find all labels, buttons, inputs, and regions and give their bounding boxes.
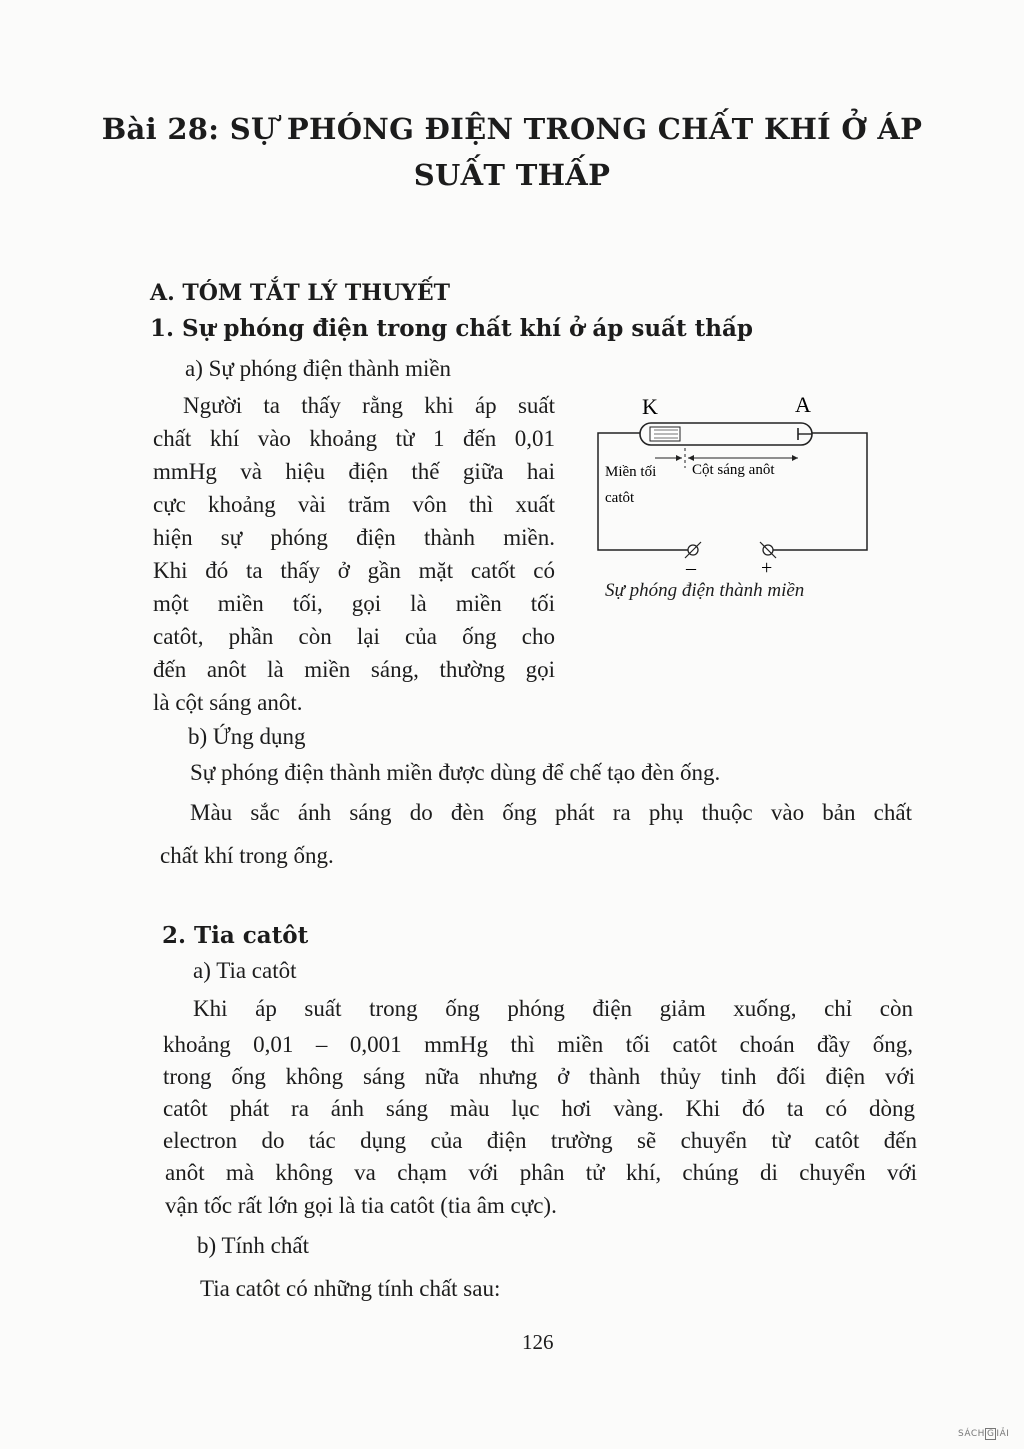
- para-line: electron do tác dụng của điện trường sẽ chuyển từ catôt đến: [163, 1128, 917, 1153]
- para-line: đến anôt là miền sáng, thường gọi: [153, 657, 555, 682]
- para-line: Khi đó ta thấy ở gần mặt catốt có: [153, 558, 555, 583]
- para-line: trong ống không sáng nữa nhưng ở thành thủy tinh đối điện với: [163, 1064, 915, 1089]
- para-line: chất khí vào khoảng từ 1 đến 0,01: [153, 426, 555, 451]
- para-line: là cột sáng anôt.: [153, 690, 303, 715]
- minus-sign: –: [686, 557, 696, 579]
- para-line: vận tốc rất lớn gọi là tia catôt (tia âm cực).: [165, 1193, 557, 1218]
- discharge-tube-figure: [580, 390, 900, 610]
- para-line: Màu sắc ánh sáng do đèn ống phát ra phụ thuộc vào bản chất: [190, 800, 912, 825]
- anode-label: A: [795, 392, 811, 417]
- subsection-1-item-a: a) Sự phóng điện thành miền: [185, 356, 452, 381]
- section-heading: A. TÓM TẮT LÝ THUYẾT: [150, 280, 451, 306]
- anode-glow-label: Cột sáng anôt: [692, 462, 775, 478]
- application-paragraph: Sự phóng điện thành miền được dùng để chế tạo đèn ống.: [190, 760, 721, 785]
- page-title-line-2: SUẤT THẤP: [413, 158, 611, 192]
- plus-sign: +: [761, 557, 773, 579]
- para-line: Người ta thấy rằng khi áp suất: [183, 393, 555, 418]
- para-line: cực khoảng vài trăm vôn thì xuất: [153, 492, 555, 517]
- page-title-line-1: Bài 28: SỰ PHÓNG ĐIỆN TRONG CHẤT KHÍ Ở ÁP: [101, 112, 923, 146]
- para-line: anôt mà không va chạm với phân tử khí, chúng di chuyển với: [165, 1160, 917, 1185]
- dark-space-label: Miền tối: [605, 464, 657, 480]
- page-number: 126: [522, 1330, 554, 1354]
- para-line: Khi áp suất trong ống phóng điện giảm xuống, chỉ còn: [193, 996, 913, 1021]
- subsection-2-item-a: a) Tia catôt: [193, 958, 297, 983]
- cathode-label: K: [642, 394, 658, 419]
- subsection-1-heading: 1. Sự phóng điện trong chất khí ở áp suất thấp: [150, 315, 753, 342]
- para-line: hiện sự phóng điện thành miền.: [153, 525, 555, 550]
- para-line: khoảng 0,01 – 0,001 mmHg thì miền tối catôt choán đầy ống,: [163, 1032, 913, 1057]
- subsection-2-item-b: b) Tính chất: [197, 1233, 309, 1258]
- circuit-wire-right: [773, 433, 867, 550]
- properties-intro: Tia catôt có những tính chất sau:: [200, 1276, 501, 1301]
- para-line: mmHg và hiệu điện thế giữa hai: [153, 459, 555, 484]
- subsection-2-heading: 2. Tia catôt: [162, 922, 309, 949]
- para-line: catôt, phần còn lại của ống cho: [153, 624, 555, 649]
- brand-logo: SÁCH G IẢI: [958, 1429, 1010, 1439]
- para-line: catôt phát ra ánh sáng màu lục hơi vàng. Khi đó ta có dòng: [163, 1096, 915, 1121]
- para-line: chất khí trong ống.: [160, 843, 334, 868]
- subsection-1-item-b: b) Ứng dụng: [188, 724, 306, 749]
- figure-caption: Sự phóng điện thành miền: [605, 580, 805, 601]
- dark-space-label-2: catôt: [605, 490, 635, 506]
- para-line: một miền tối, gọi là miền tối: [153, 591, 555, 616]
